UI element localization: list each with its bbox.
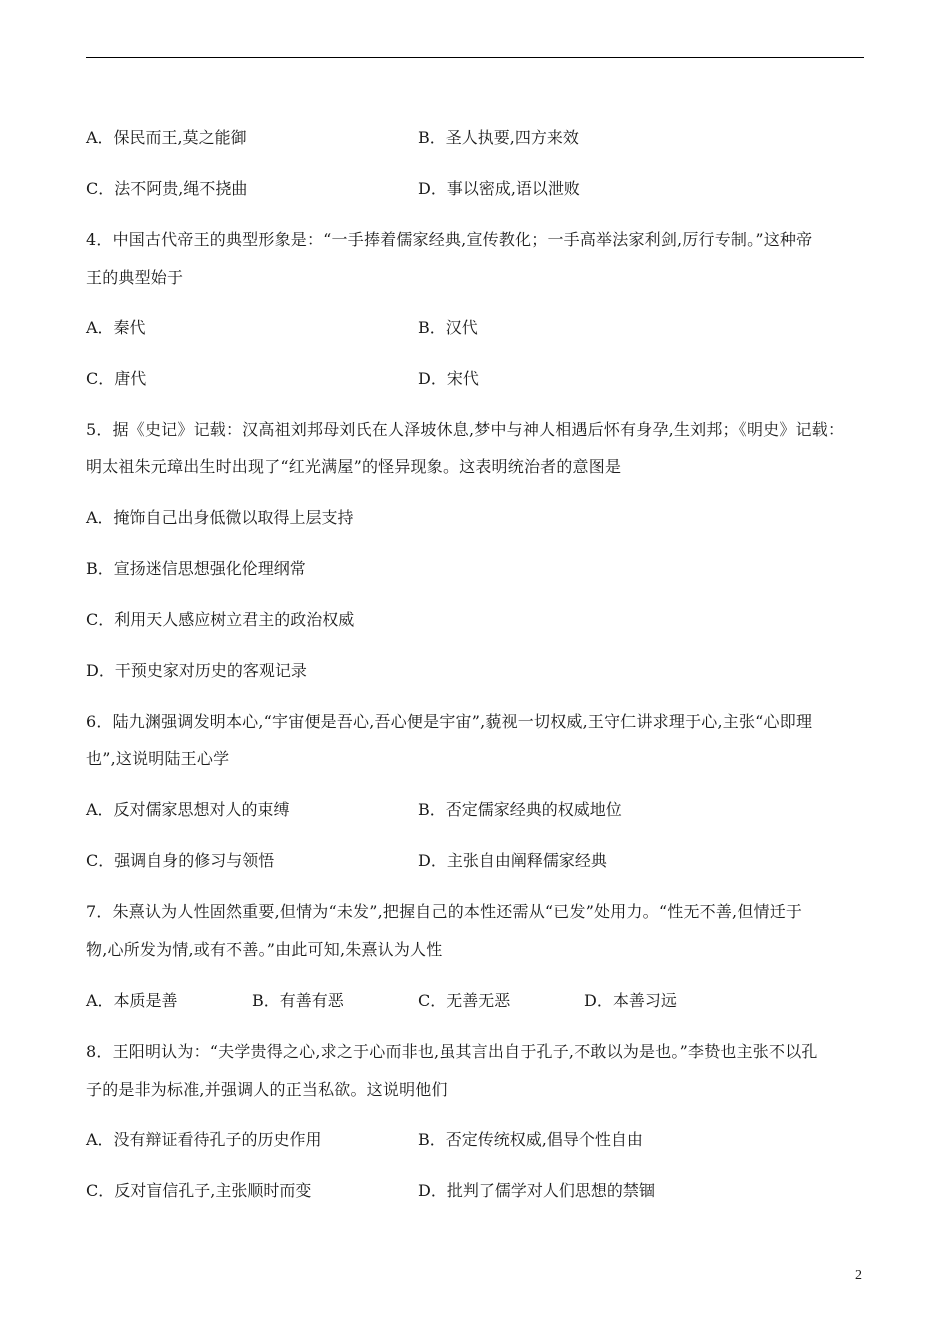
q8-stem-line-2: 子的是非为标准,并强调人的正当私欲。这说明他们 (86, 1080, 448, 1099)
q3-option-c: C．法不阿贵,绳不挠曲 (86, 179, 248, 198)
q4-option-c: C．唐代 (86, 369, 147, 388)
q6-stem-line-1: 6．陆九渊强调发明本心,“宇宙便是吾心,吾心便是宇宙”,藐视一切权威,王守仁讲求理于心,主张“心即理 (86, 712, 813, 731)
q8-option-b: B．否定传统权威,倡导个性自由 (418, 1130, 643, 1149)
q7-option-c: C．无善无恶 (418, 991, 511, 1010)
q5-option-b: B．宣扬迷信思想强化伦理纲常 (86, 559, 306, 578)
q3-option-a: A．保民而王,莫之能御 (86, 128, 247, 147)
q7-option-b: B．有善有恶 (252, 991, 344, 1010)
page-number: 2 (855, 1268, 862, 1283)
q5-stem-line-1: 5．据《史记》记载：汉高祖刘邦母刘氏在人泽坡休息,梦中与神人相遇后怀有身孕,生刘邦；《明史》记载： (86, 420, 845, 439)
q4-option-b: B．汉代 (418, 318, 478, 337)
q5-option-a: A．掩饰自己出身低微以取得上层支持 (86, 508, 354, 527)
q4-stem-line-2: 王的典型始于 (86, 268, 184, 287)
q7-stem-line-1: 7．朱熹认为人性固然重要,但情为“未发”,把握自己的本性还需从“已发”处用力。“性无不善,但情迁于 (86, 902, 803, 921)
q4-option-a: A．秦代 (86, 318, 146, 337)
q4-option-d: D．宋代 (418, 369, 479, 388)
q6-option-a: A．反对儒家思想对人的束缚 (86, 800, 290, 819)
q6-option-c: C．强调自身的修习与领悟 (86, 851, 275, 870)
q4-stem-line-1: 4．中国古代帝王的典型形象是：“一手捧着儒家经典,宣传教化；一手高举法家利剑,厉行专制。”这种帝 (86, 230, 813, 249)
q8-option-d: D．批判了儒学对人们思想的禁锢 (418, 1181, 655, 1200)
q6-option-d: D．主张自由阐释儒家经典 (418, 851, 607, 870)
q7-stem-line-2: 物,心所发为情,或有不善。”由此可知,朱熹认为人性 (86, 940, 443, 959)
header-rule (86, 57, 864, 58)
q7-option-d: D．本善习远 (584, 991, 677, 1010)
q8-stem-line-1: 8．王阳明认为：“夫学贵得之心,求之于心而非也,虽其言出自于孔子,不敢以为是也。”李贽也主张不以孔 (86, 1042, 818, 1061)
q7-option-a: A．本质是善 (86, 991, 178, 1010)
q6-option-b: B．否定儒家经典的权威地位 (418, 800, 622, 819)
q3-option-b: B．圣人执要,四方来效 (418, 128, 579, 147)
q5-stem-line-2: 明太祖朱元璋出生时出现了“红光满屋”的怪异现象。这表明统治者的意图是 (86, 457, 622, 476)
q3-option-d: D．事以密成,语以泄败 (418, 179, 580, 198)
q8-option-c: C．反对盲信孔子,主张顺时而变 (86, 1181, 312, 1200)
q8-option-a: A．没有辩证看待孔子的历史作用 (86, 1130, 322, 1149)
q6-stem-line-2: 也”,这说明陆王心学 (86, 749, 230, 768)
q5-option-c: C．利用天人感应树立君主的政治权威 (86, 610, 355, 629)
q5-option-d: D．干预史家对历史的客观记录 (86, 661, 307, 680)
